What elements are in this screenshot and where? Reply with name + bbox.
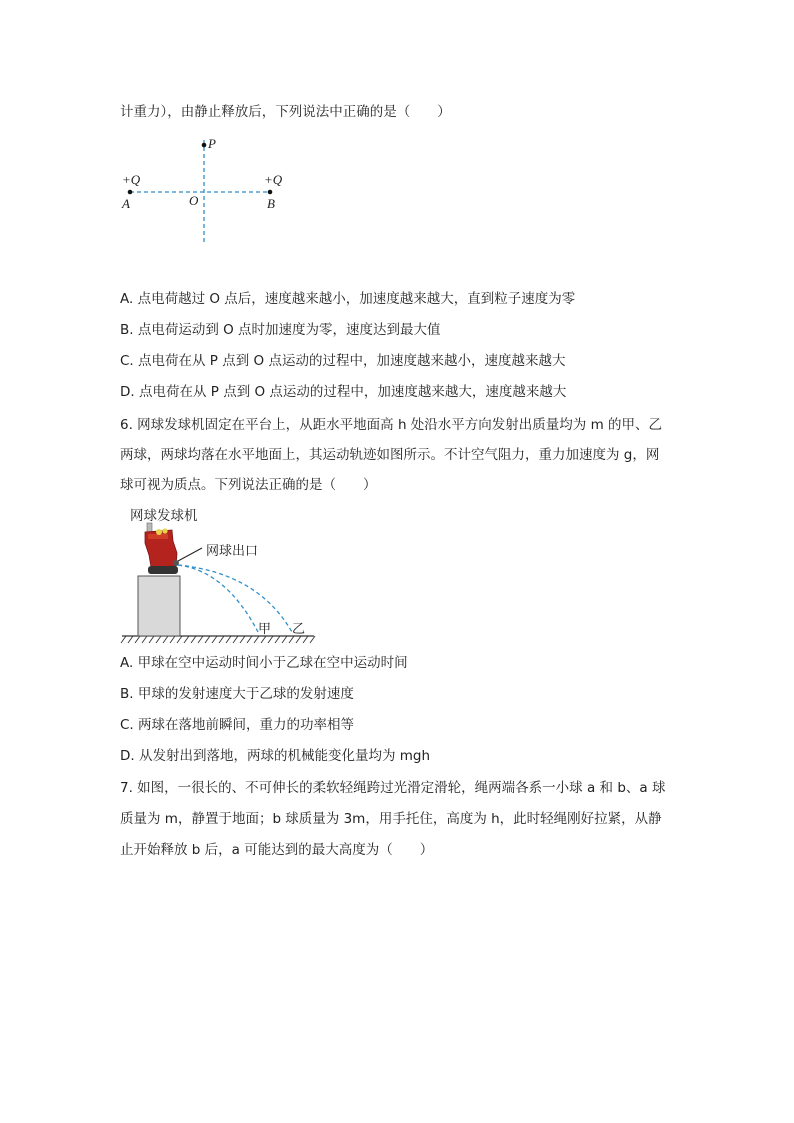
charge-B: [268, 190, 273, 195]
trajectory-yi: [178, 565, 292, 632]
label-O: O: [189, 193, 199, 208]
q5-option-b: B. 点电荷运动到 O 点时加速度为零，速度达到最大值: [120, 322, 441, 338]
q7-stem-line-3: 止开始释放 b 后，a 可能达到的最大高度为（ ）: [120, 842, 434, 858]
q6-stem-line-1: 6. 网球发球机固定在平台上，从距水平地面高 h 处沿水平方向发射出质量均为 m 的甲、乙: [120, 417, 663, 433]
q6-stem-line-2: 两球，两球均落在水平地面上，其运动轨迹如图所示。不计空气阻力，重力加速度为 g，网: [120, 447, 660, 463]
label-B: B: [267, 196, 275, 211]
tennis-ball-machine: [145, 523, 179, 574]
q5-option-d: D. 点电荷在从 P 点到 O 点运动的过程中，加速度越来越大，速度越来越大: [120, 384, 567, 400]
q6-option-a: A. 甲球在空中运动时间小于乙球在空中运动时间: [120, 655, 408, 671]
charge-A: [128, 190, 133, 195]
label-yi: 乙: [292, 622, 306, 637]
label-jia: 甲: [258, 622, 272, 637]
q5-option-a: A. 点电荷越过 O 点后，速度越来越小，加速度越来越大，直到粒子速度为零: [120, 291, 576, 307]
machine-label: 网球发球机: [130, 508, 198, 524]
q6-tennis-machine-diagram: [118, 503, 318, 645]
q5-stem: 计重力），由静止释放后，下列说法中正确的是（ ）: [120, 104, 451, 120]
label-plusQ-left: +Q: [122, 172, 141, 187]
q6-diagram-svg: [118, 503, 318, 645]
label-P: P: [208, 136, 216, 151]
q6-option-c: C. 两球在落地前瞬间，重力的功率相等: [120, 717, 355, 733]
q6-option-d: D. 从发射出到落地，两球的机械能变化量均为 mgh: [120, 748, 431, 764]
platform: [138, 576, 180, 636]
q5-charge-diagram: [118, 136, 318, 246]
q6-stem-line-3: 球可视为质点。下列说法正确的是（ ）: [120, 477, 377, 493]
q5-option-c: C. 点电荷在从 P 点到 O 点运动的过程中，加速度越来越小，速度越来越大: [120, 353, 566, 369]
trajectory-jia: [178, 565, 258, 632]
q6-option-b: B. 甲球的发射速度大于乙球的发射速度: [120, 686, 354, 702]
q7-stem-line-1: 7. 如图，一很长的、不可伸长的柔软轻绳跨过光滑定滑轮，绳两端各系一小球 a 和 b、a 球: [120, 780, 666, 796]
ground-hatching: [121, 636, 315, 643]
point-P: [202, 143, 207, 148]
q5-diagram-svg: [118, 136, 318, 246]
q7-stem-line-2: 质量为 m，静置于地面；b 球质量为 3m，用手托住，高度为 h，此时轻绳刚好拉紧，从静: [120, 811, 662, 827]
label-plusQ-right: +Q: [264, 172, 283, 187]
label-A: A: [122, 196, 130, 211]
outlet-label: 网球出口: [206, 544, 259, 559]
